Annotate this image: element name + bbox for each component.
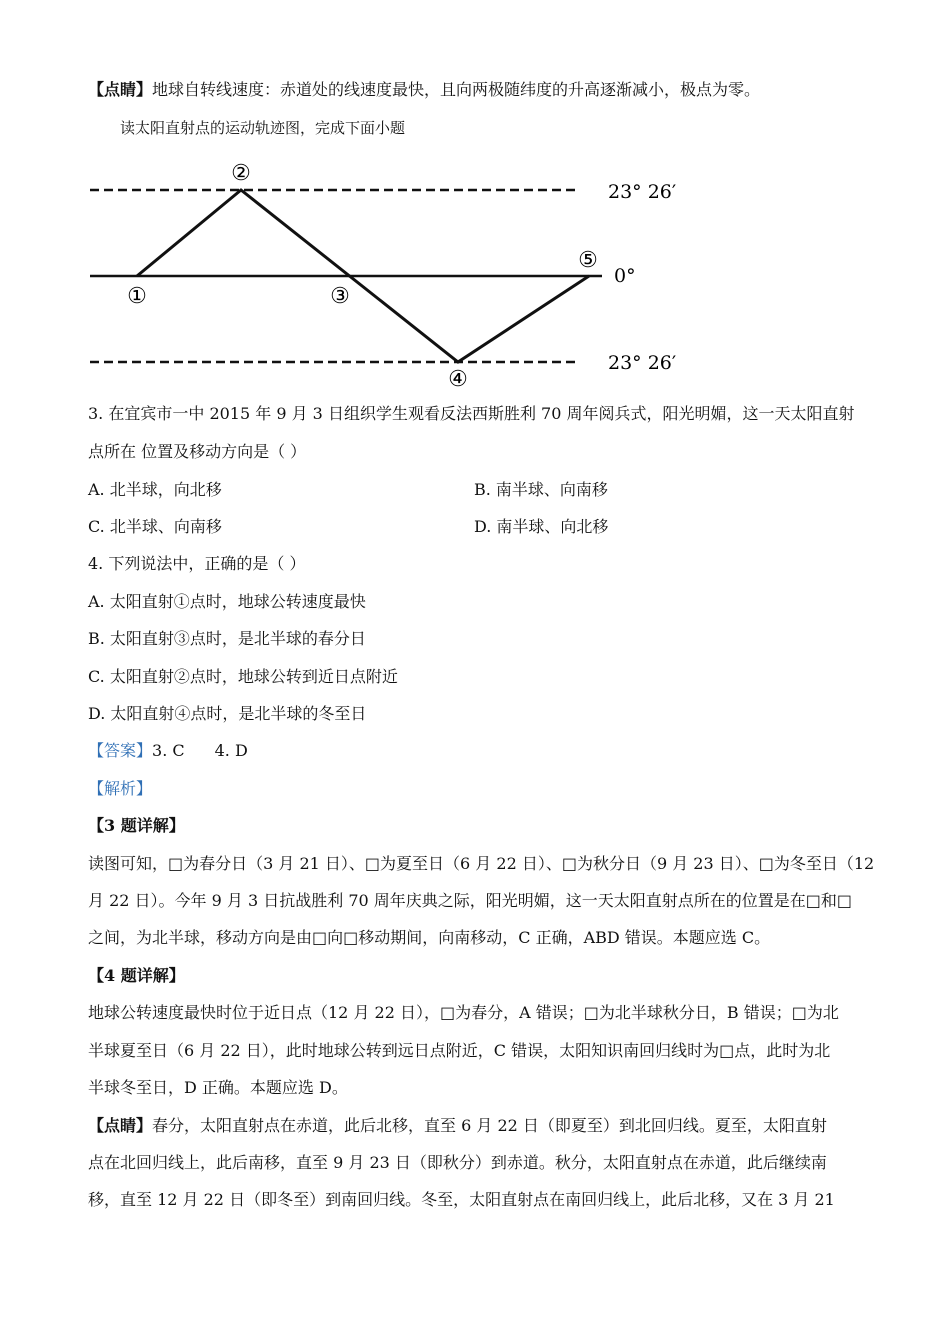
point-5-label: ⑤ bbox=[578, 248, 598, 273]
tip-2-label: 【点睛】 bbox=[88, 1116, 153, 1135]
point-1-label: ① bbox=[127, 284, 147, 309]
q3-stem-line-1: 3. 在宜宾市一中 2015 年 9 月 3 日组织学生观看反法西斯胜利 70 周年阅兵式，阳光明媚，这一天太阳直射 bbox=[88, 404, 855, 423]
detail-3-line-1: 读图可知，□为春分日（3 月 21 日）、□为夏至日（6 月 22 日）、□为秋分日（9 月 23 日）、□为冬至日（12 bbox=[88, 854, 875, 873]
analysis-label: 【解析】 bbox=[88, 779, 153, 798]
q4-option-b: B. 太阳直射③点时，是北半球的春分日 bbox=[88, 629, 366, 648]
q3-stem-line-2: 点所在 位置及移动方向是（ ） bbox=[88, 442, 307, 461]
q3-option-d: D. 南半球、向北移 bbox=[474, 517, 609, 536]
q3-option-c: C. 北半球、向南移 bbox=[88, 517, 222, 536]
q4-option-c: C. 太阳直射②点时，地球公转到近日点附近 bbox=[88, 667, 398, 686]
point-4-label: ④ bbox=[448, 367, 468, 392]
q3-option-a: A. 北半球，向北移 bbox=[88, 480, 222, 499]
q4-option-a: A. 太阳直射①点时，地球公转速度最快 bbox=[88, 592, 366, 611]
point-3-label: ③ bbox=[330, 284, 350, 309]
tip-paragraph-2-line-1 bbox=[88, 1116, 827, 1136]
q3-option-b: B. 南半球、向南移 bbox=[474, 480, 608, 499]
answer-3: 3. C bbox=[152, 741, 185, 760]
tip-text: 地球自转线速度：赤道处的线速度最快，且向两极随纬度的升高逐渐减小，极点为零。 bbox=[152, 80, 761, 99]
answer-label: 【答案】 bbox=[88, 741, 153, 760]
detail-3-line-2: 月 22 日）。今年 9 月 3 日抗战胜利 70 周年庆典之际，阳光明媚，这一天太阳直射点所在的位置是在□和□ bbox=[88, 891, 853, 910]
bottom-latitude-label: 23° 26′ bbox=[608, 352, 677, 374]
diagram-caption: 读太阳直射点的运动轨迹图，完成下面小题 bbox=[120, 119, 406, 137]
detail-4-line-2: 半球夏至日（6 月 22 日），此时地球公转到远日点附近，C 错误，太阳知识南回归线时为□点，此时为北 bbox=[88, 1041, 831, 1060]
tip-paragraph-2-line-3: 移，直至 12 月 22 日（即冬至）到南回归线。冬至，太阳直射点在南回归线上，此后北移，又在 3 月 21 bbox=[88, 1190, 835, 1209]
answer-line bbox=[88, 741, 248, 761]
detail-3-heading: 【3 题详解】 bbox=[88, 816, 185, 835]
detail-3-line-3: 之间，为北半球，移动方向是由□向□移动期间，向南移动，C 正确，ABD 错误。本题应选 C。 bbox=[88, 928, 771, 947]
tip-paragraph-1 bbox=[88, 80, 760, 100]
point-2-label: ② bbox=[231, 161, 251, 186]
top-latitude-label: 23° 26′ bbox=[608, 181, 677, 203]
q4-option-d: D. 太阳直射④点时，是北半球的冬至日 bbox=[88, 704, 367, 723]
detail-4-heading: 【4 题详解】 bbox=[88, 966, 185, 985]
q4-stem: 4. 下列说法中，正确的是（ ） bbox=[88, 554, 306, 573]
tip-2-text-line-1: 春分，太阳直射点在赤道，此后北移，直至 6 月 22 日（即夏至）到北回归线。夏至，太阳直射 bbox=[152, 1116, 827, 1135]
answer-4: 4. D bbox=[214, 741, 248, 760]
detail-4-line-3: 半球冬至日，D 正确。本题应选 D。 bbox=[88, 1078, 348, 1097]
equator-latitude-label: 0° bbox=[614, 265, 636, 287]
tip-label: 【点睛】 bbox=[88, 80, 153, 99]
sun-direct-point-diagram bbox=[0, 150, 950, 395]
detail-4-line-1: 地球公转速度最快时位于近日点（12 月 22 日），□为春分，A 错误；□为北半球秋分日，B 错误；□为北 bbox=[88, 1003, 839, 1022]
tip-paragraph-2-line-2: 点在北回归线上，此后南移，直至 9 月 23 日（即秋分）到赤道。秋分，太阳直射点在赤道，此后继续南 bbox=[88, 1153, 827, 1172]
